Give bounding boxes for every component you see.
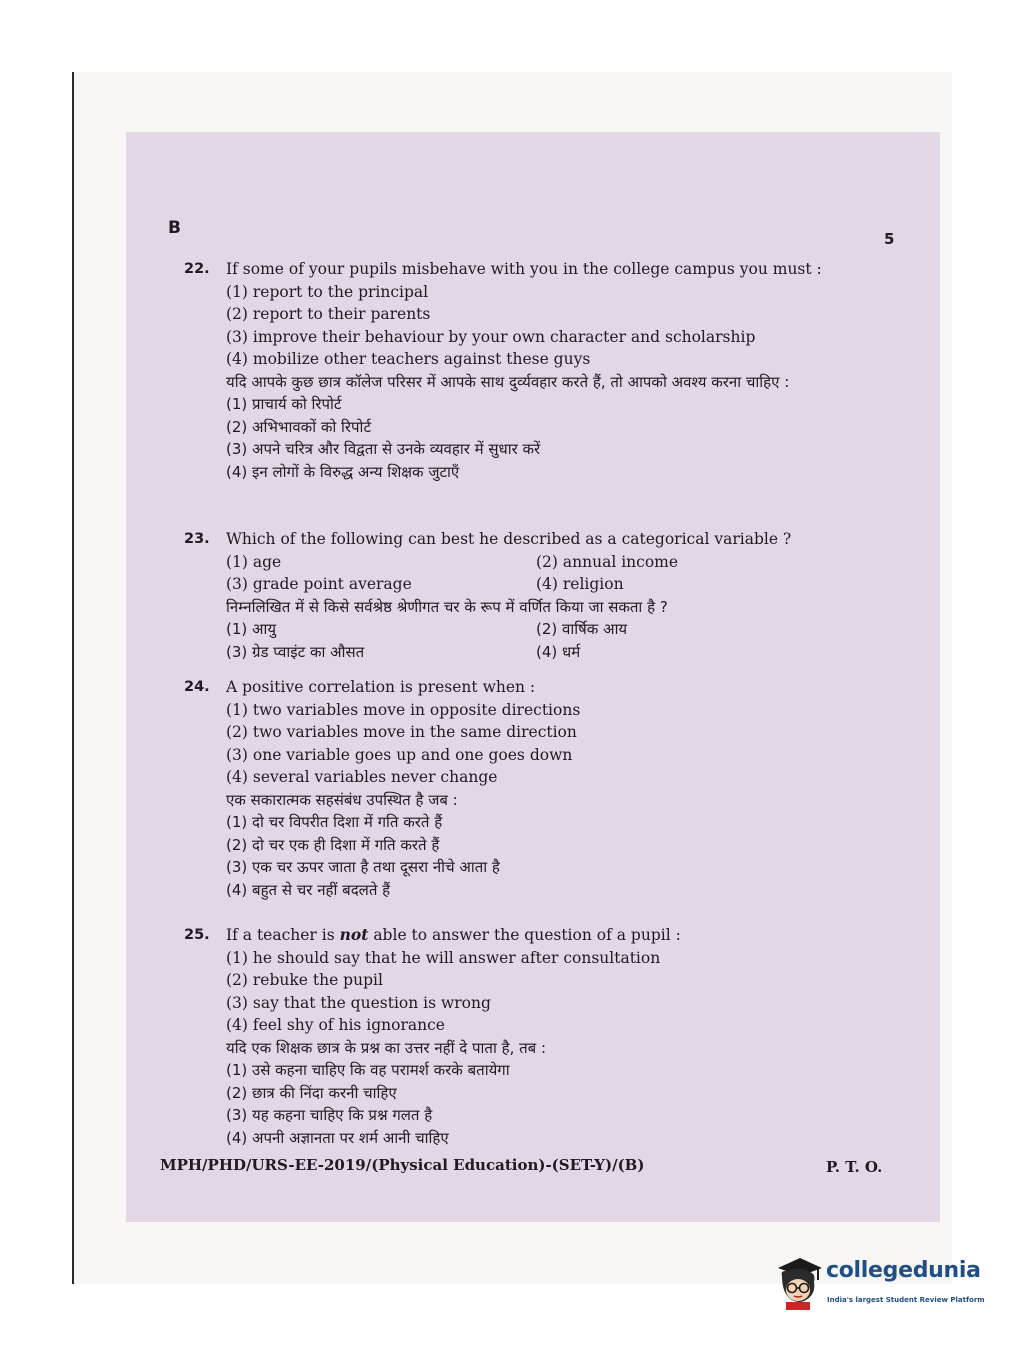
logo-name: collegedunia: [826, 1258, 981, 1283]
option: (2) rebuke the pupil: [226, 971, 383, 989]
question-number: 24.: [184, 679, 210, 695]
hindi-option: (4) बहुत से चर नहीं बदलते हैं: [226, 880, 391, 899]
logo-tagline: India's largest Student Review Platform: [827, 1296, 985, 1304]
option: (1) age: [226, 552, 282, 571]
stem-emphasis: not: [339, 925, 369, 944]
question-22: [184, 258, 894, 483]
student-mascot-icon: [770, 1254, 826, 1314]
option-row: [226, 551, 894, 574]
stem-text: If a teacher is: [226, 926, 340, 944]
hindi-stem: यदि आपके कुछ छात्र कॉलेज परिसर में आपके साथ दुर्व्यवहार करते हैं, तो आपको अवश्य करना चाहिए :: [226, 372, 790, 391]
stem-text: able to answer the question of a pupil :: [368, 926, 681, 944]
hindi-option: (4) अपनी अज्ञानता पर शर्म आनी चाहिए: [226, 1128, 449, 1147]
hindi-option: (3) ग्रेड प्वाइंट का औसत: [226, 642, 365, 661]
collegedunia-logo: [770, 1254, 1000, 1314]
question-stem: Which of the following can best he described as a categorical variable ?: [226, 530, 792, 548]
hindi-option: (1) आयु: [226, 620, 277, 638]
pto-label: P. T. O.: [826, 1158, 883, 1176]
option: (4) feel shy of his ignorance: [226, 1016, 445, 1034]
question-24: [184, 676, 894, 901]
scan-edge: [72, 72, 74, 1284]
hindi-option: (3) एक चर ऊपर जाता है तथा दूसरा नीचे आता है: [226, 858, 500, 876]
hindi-option: (1) प्राचार्य को रिपोर्ट: [226, 395, 342, 413]
option: (1) two variables move in opposite directions: [226, 700, 581, 719]
hindi-option: (2) दो चर एक ही दिशा में गति करते हैं: [226, 835, 440, 854]
question-number: 25.: [184, 927, 210, 943]
hindi-stem: एक सकारात्मक सहसंबंध उपस्थित है जब :: [226, 790, 458, 809]
question-stem: A positive correlation is present when :: [226, 678, 536, 696]
option: (4) religion: [536, 575, 624, 593]
question-stem: [226, 924, 894, 947]
question-25: [184, 924, 894, 1149]
hindi-option: (4) धर्म: [536, 642, 581, 661]
hindi-option: (3) अपने चरित्र और विद्वता से उनके व्यवहार में सुधार करें: [226, 440, 541, 458]
hindi-stem: निम्नलिखित में से किसे सर्वश्रेष्ठ श्रेणीगत चर के रूप में वर्णित किया जा सकता है ?: [226, 597, 668, 616]
question-number: 23.: [184, 531, 210, 547]
option-row: [226, 573, 894, 596]
page-number: 5: [884, 230, 895, 248]
option: (4) several variables never change: [226, 768, 498, 786]
set-letter: B: [168, 218, 181, 238]
option: (3) grade point average: [226, 575, 412, 593]
hindi-option-row: [226, 618, 894, 641]
hindi-option: (2) अभिभावकों को रिपोर्ट: [226, 417, 372, 436]
question-number: 22.: [184, 261, 210, 277]
option: (3) say that the question is wrong: [226, 993, 491, 1012]
option: (4) mobilize other teachers against these guys: [226, 350, 591, 368]
hindi-option: (2) छात्र की निंदा करनी चाहिए: [226, 1083, 397, 1102]
option: (3) improve their behaviour by your own character and scholarship: [226, 327, 756, 346]
hindi-option-row: [226, 641, 894, 664]
paper-code: MPH/PHD/URS-EE-2019/(Physical Education)-(SET-Y)/(B): [160, 1156, 645, 1174]
hindi-option: (1) उसे कहना चाहिए कि वह परामर्श करके बतायेगा: [226, 1061, 510, 1079]
option: (2) annual income: [536, 552, 679, 571]
option: (1) report to the principal: [226, 282, 429, 301]
hindi-option: (2) वार्षिक आय: [536, 620, 628, 638]
hindi-option: (4) इन लोगों के विरुद्ध अन्य शिक्षक जुटाएँ: [226, 462, 460, 481]
option: (2) report to their parents: [226, 305, 431, 323]
question-23: [184, 528, 894, 663]
hindi-option: (1) दो चर विपरीत दिशा में गति करते हैं: [226, 813, 443, 831]
hindi-stem: यदि एक शिक्षक छात्र के प्रश्न का उत्तर नहीं दे पाता है, तब :: [226, 1038, 547, 1057]
option: (1) he should say that he will answer after consultation: [226, 948, 661, 967]
question-stem: If some of your pupils misbehave with you in the college campus you must :: [226, 260, 822, 278]
hindi-option: (3) यह कहना चाहिए कि प्रश्न गलत है: [226, 1106, 433, 1124]
option: (3) one variable goes up and one goes down: [226, 745, 573, 764]
option: (2) two variables move in the same direction: [226, 723, 577, 741]
